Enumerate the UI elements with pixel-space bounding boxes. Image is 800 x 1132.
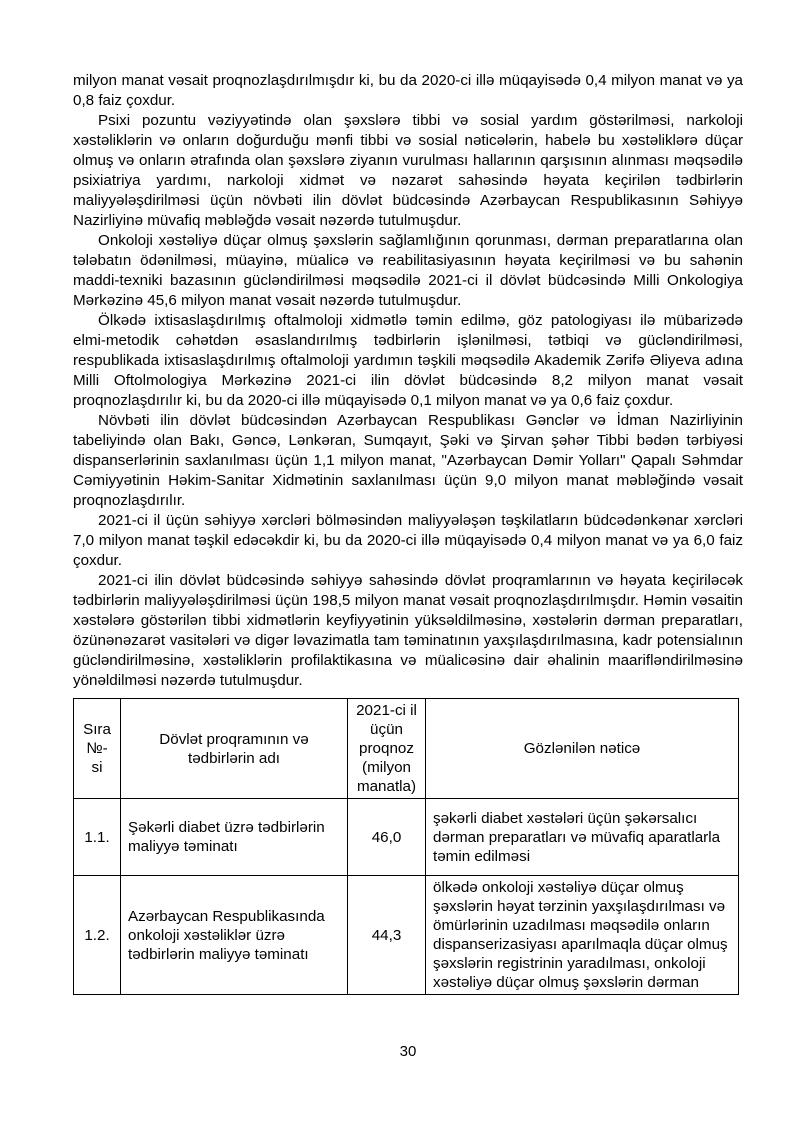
paragraph-continuation: milyon manat vəsait proqnozlaşdırılmışdır ki, bu da 2020-ci illə müqayisədə 0,4 milyon manat və ya 0,8 faiz çoxdur. (73, 72, 743, 109)
cell-result: ölkədə onkoloji xəstəliyə düçar olmuş şəxslərin həyat tərzinin yaxşılaşdırılması və ömürlərinin uzadılması məqsədilə onların dispanserizasiyası aparılmaqla düçar olmuş şəxslərin registrinin yaradılması, onkoloji xəstəliyə düçar olmuş şəxslərin dərman (426, 876, 739, 995)
document-body (73, 71, 743, 995)
table-row (74, 876, 739, 995)
paragraph-psixi-pozuntu: Psixi pozuntu vəziyyətində olan şəxslərə tibbi və sosial yardım göstərilməsi, narkoloji xəstəliklərin və onların doğurduğu mənfi tibbi və sosial nəticələrin, habelə bu xəstəliklərə düçar olmuş və onların ətrafında olan şəxslərə ziyanın vurulması hallarının qarşısının alınması məqsədilə psixiatriya yardımı, narkoloji xidmət və nəzarət sahəsində həyata keçirilən tədbirlərin maliyyələşdirilməsi üçün növbəti ilin dövlət büdcəsində Azərbaycan Respublikasının Səhiyyə Nazirliyinə müvafiq məbləğdə vəsait nəzərdə tutulmuşdur. (73, 112, 743, 229)
state-programs-table (73, 698, 739, 995)
paragraph-onkoloji: Onkoloji xəstəliyə düçar olmuş şəxslərin sağlamlığının qorunması, dərman preparatlarına olan tələbatın ödənilməsi, müayinə, müalicə və reabilitasiyasının həyata keçirilməsi və bu sahənin maddi-texniki bazasının gücləndirilməsi məqsədilə 2021-ci il dövlət büdcəsində Milli Onkologiya Mərkəzinə 45,6 milyon manat vəsait nəzərdə tutulmuşdur. (73, 232, 743, 309)
cell-number: 1.1. (74, 799, 121, 876)
paragraph-genclər-idman: Növbəti ilin dövlət büdcəsindən Azərbaycan Respublikası Gənclər və İdman Nazirliyinin tabeliyində olan Bakı, Gəncə, Lənkəran, Sumqayıt, Şəki və Şirvan şəhər Tibbi bədən tərbiyəsi dispanserlərinin saxlanılması üçün 1,1 milyon manat, "Azərbaycan Dəmir Yolları" Qapalı Səhmdar Cəmiyyətinin Həkim-Sanitar Xidmətinin saxlanılması üçün 9,0 milyon manat məbləğində vəsait proqnozlaşdırılır. (73, 412, 743, 509)
cell-program: Şəkərli diabet üzrə tədbirlərin maliyyə təminatı (121, 799, 348, 876)
cell-result: şəkərli diabet xəstələri üçün şəkərsalıcı dərman preparatları və müvafiq aparatlarla təmin edilməsi (426, 799, 739, 876)
cell-number: 1.2. (74, 876, 121, 995)
paragraph-dovlet-proqramlari: 2021-ci ilin dövlət büdcəsində səhiyyə sahəsində dövlət proqramlarının və həyata keçiriləcək tədbirlərin maliyyələşdirilməsi üçün 198,5 milyon manat vəsait proqnozlaşdırılmışdır. Həmin vəsaitin xəstələrə göstərilən tibbi xidmətlərin keyfiyyətinin yüksəldilməsinə, xəstələrin dərman preparatları, özünənəzarət vasitələri və digər ləvazimatla tam təminatının yaxşılaşdırılmasına, kadr potensialının gücləndirilməsinə, xəstəliklərin profilaktikasına və müalicəsinə dair əhalinin maarifləndirilməsinə yönəldilməsi nəzərdə tutulmuşdur. (73, 572, 743, 689)
page-number: 30 (399, 1043, 417, 1060)
header-cell-number: Sıra №-si (74, 699, 121, 799)
table-header-row (74, 699, 739, 799)
paragraph-budcedenkenar: 2021-ci il üçün səhiyyə xərcləri bölməsindən maliyyələşən təşkilatların büdcədənkənar xərcləri 7,0 milyon manat təşkil edəcəkdir ki, bu da 2020-ci illə müqayisədə 0,4 milyon manat və ya 6,0 faiz çoxdur. (73, 512, 743, 569)
header-cell-result: Gözlənilən nəticə (426, 699, 739, 799)
cell-forecast: 44,3 (348, 876, 426, 995)
header-cell-forecast: 2021-ci il üçün proqnoz (milyon manatla) (348, 699, 426, 799)
paragraph-oftalmoloji: Ölkədə ixtisaslaşdırılmış oftalmoloji xidmətlə təmin edilmə, göz patologiyası ilə mübarizədə elmi-metodik cəhətdən əsaslandırılmış tədbirlərin işlənilməsi, tətbiqi və gücləndirilməsi, respublikada ixtisaslaşdırılmış oftalmoloji yardımın təşkili məqsədilə Akademik Zərifə Əliyeva adına Milli Oftolmologiya Mərkəzinə 2021-ci ilin dövlət büdcəsində 8,2 milyon manat vəsait proqnozlaşdırılır ki, bu da 2020-ci illə müqayisədə 0,1 milyon manat və ya 0,6 faiz çoxdur. (73, 312, 743, 409)
table-row (74, 799, 739, 876)
cell-forecast: 46,0 (348, 799, 426, 876)
cell-program: Azərbaycan Respublikasında onkoloji xəstəliklər üzrə tədbirlərin maliyyə təminatı (121, 876, 348, 995)
header-cell-program: Dövlət proqramının və tədbirlərin adı (121, 699, 348, 799)
